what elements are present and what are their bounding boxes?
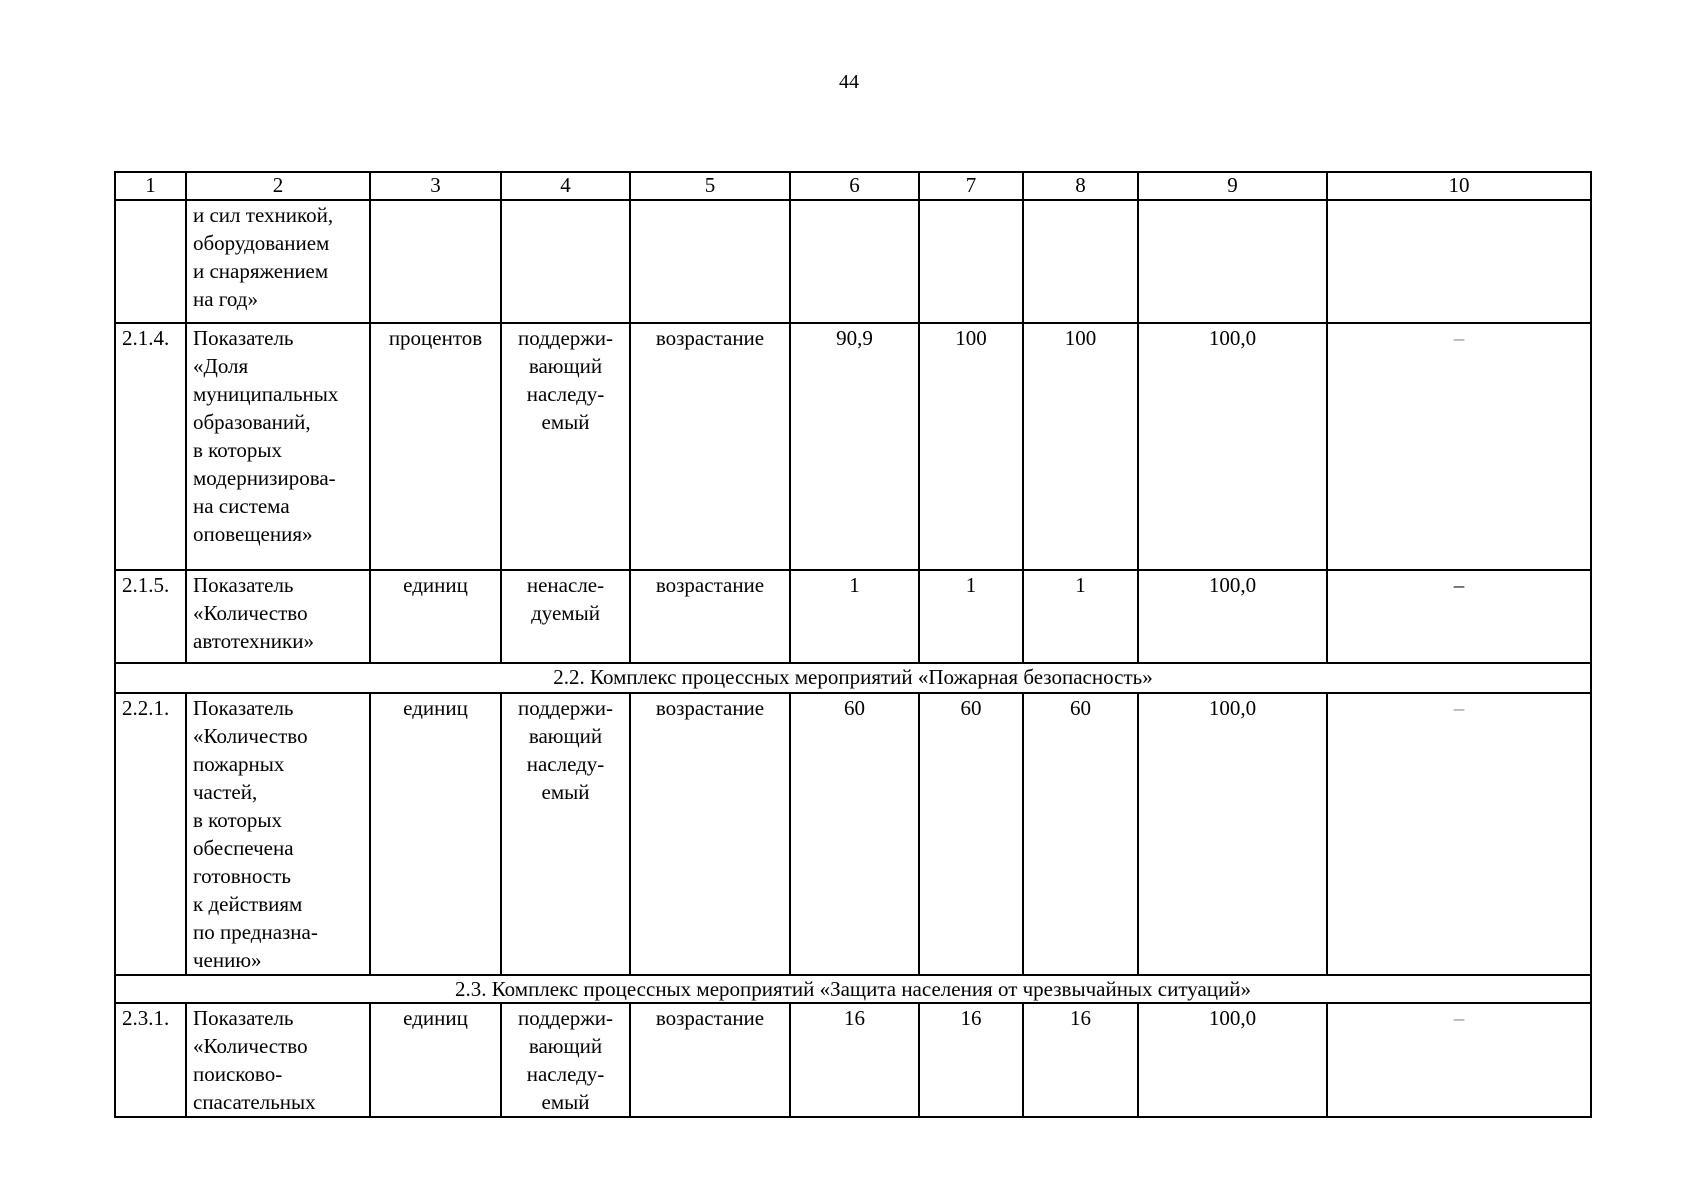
value-cell: 16: [790, 1003, 919, 1117]
column-number: 2: [186, 172, 370, 200]
value-cell: 1: [919, 570, 1023, 663]
row-number-cell: 2.2.1.: [115, 693, 186, 975]
column-number: 9: [1138, 172, 1327, 200]
note-cell: [1327, 200, 1591, 323]
dynamics-cell: возрастание: [630, 570, 790, 663]
value-cell: [919, 200, 1023, 323]
column-number: 4: [501, 172, 630, 200]
section-row: [115, 663, 1591, 693]
section-title: 2.3. Комплекс процессных мероприятий «Защита населения от чрезвычайных ситуаций»: [115, 975, 1591, 1003]
page-number: 44: [839, 71, 859, 93]
dynamics-cell: возрастание: [630, 323, 790, 570]
column-number: 1: [115, 172, 186, 200]
section-title: 2.2. Комплекс процессных мероприятий «Пожарная безопасность»: [115, 663, 1591, 693]
column-number: 5: [630, 172, 790, 200]
value-cell: 100,0: [1138, 693, 1327, 975]
note-cell: –: [1327, 693, 1591, 975]
unit-cell: [370, 200, 501, 323]
table-row: [115, 693, 1591, 975]
indicator-type-cell: поддержи- вающий наследу- емый: [501, 693, 630, 975]
indicator-type-cell: поддержи- вающий наследу- емый: [501, 323, 630, 570]
value-cell: 60: [1023, 693, 1138, 975]
value-cell: 100,0: [1138, 323, 1327, 570]
row-number-cell: 2.3.1.: [115, 1003, 186, 1117]
dynamics-cell: возрастание: [630, 1003, 790, 1117]
indicator-type-cell: ненасле- дуемый: [501, 570, 630, 663]
table-row: [115, 200, 1591, 323]
value-cell: 60: [919, 693, 1023, 975]
value-cell: 1: [1023, 570, 1138, 663]
value-cell: 1: [790, 570, 919, 663]
row-number-cell: 2.1.4.: [115, 323, 186, 570]
column-number: 8: [1023, 172, 1138, 200]
indicators-table: [114, 171, 1592, 1118]
unit-cell: единиц: [370, 693, 501, 975]
column-number-row: [115, 172, 1591, 200]
value-cell: 100: [919, 323, 1023, 570]
value-cell: 100: [1023, 323, 1138, 570]
value-cell: 100,0: [1138, 570, 1327, 663]
note-cell: –: [1327, 323, 1591, 570]
table-row: [115, 1003, 1591, 1117]
value-cell: [1023, 200, 1138, 323]
value-cell: 16: [1023, 1003, 1138, 1117]
row-number-cell: 2.1.5.: [115, 570, 186, 663]
table-row: [115, 570, 1591, 663]
note-cell: –: [1327, 1003, 1591, 1117]
value-cell: [790, 200, 919, 323]
value-cell: 16: [919, 1003, 1023, 1117]
indicator-name-cell: Показатель «Количество пожарных частей, в которых обеспечена готовность к действиям по предназна- чению»: [186, 693, 370, 975]
indicator-name-cell: Показатель «Количество автотехники»: [186, 570, 370, 663]
indicator-name-cell: Показатель «Доля муниципальных образований, в которых модернизирова- на система оповещения»: [186, 323, 370, 570]
column-number: 7: [919, 172, 1023, 200]
value-cell: 100,0: [1138, 1003, 1327, 1117]
indicator-name-cell: и сил техникой, оборудованием и снаряжением на год»: [186, 200, 370, 323]
unit-cell: процентов: [370, 323, 501, 570]
dynamics-cell: возрастание: [630, 693, 790, 975]
note-cell: –: [1327, 570, 1591, 663]
section-row: [115, 975, 1591, 1003]
column-number: 10: [1327, 172, 1591, 200]
table-row: [115, 323, 1591, 570]
dynamics-cell: [630, 200, 790, 323]
value-cell: [1138, 200, 1327, 323]
indicator-type-cell: [501, 200, 630, 323]
column-number: 6: [790, 172, 919, 200]
value-cell: 90,9: [790, 323, 919, 570]
unit-cell: единиц: [370, 1003, 501, 1117]
indicator-name-cell: Показатель «Количество поисково- спасательных: [186, 1003, 370, 1117]
row-number-cell: [115, 200, 186, 323]
indicator-type-cell: поддержи- вающий наследу- емый: [501, 1003, 630, 1117]
value-cell: 60: [790, 693, 919, 975]
unit-cell: единиц: [370, 570, 501, 663]
column-number: 3: [370, 172, 501, 200]
